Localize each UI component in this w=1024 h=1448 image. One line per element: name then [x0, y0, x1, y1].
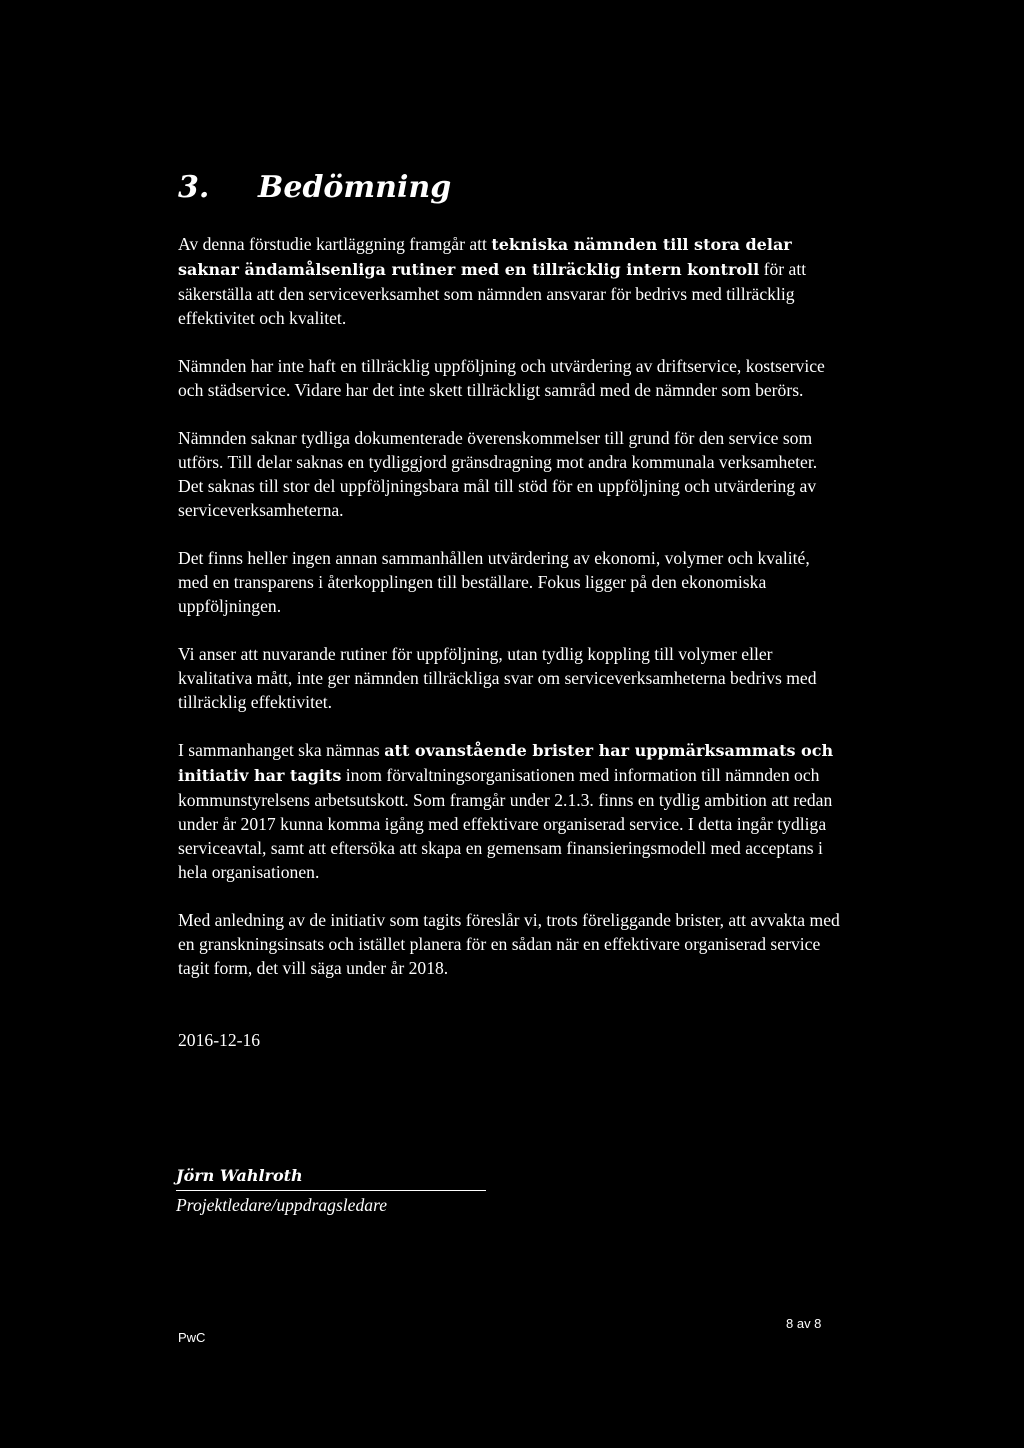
- paragraph-text: Vi anser att nuvarande rutiner för uppföljning, utan tydlig koppling till volymer eller kvalitativa mått, inte ger nämnden tillräckliga svar om serviceverksamheterna bedrivs med tillräcklig effektivitet.: [178, 644, 817, 712]
- paragraph-text: inom förvaltningsorganisationen med information till nämnden och kommunstyrelsens arbetsutskott. Som framgår under 2.1.3. finns en tydlig ambition att redan under år 2017 kunna komma igång med effektivare organiserad service. I detta ingår tydliga serviceavtal, samt att eftersöka att skapa en gemensam finansieringsmodell med acceptans i hela organisationen.: [178, 765, 833, 882]
- paragraph-text: Nämnden saknar tydliga dokumenterade överenskommelser till grund för den service som utförs. Till delar saknas en tydliggjord gränsdragning mot andra kommunala verksamheter. Det saknas till stor del uppföljningsbara mål till stöd för en uppföljning och utvärdering av serviceverksamheterna.: [178, 428, 818, 520]
- body-paragraph: [178, 642, 842, 714]
- body-paragraph: [178, 426, 842, 522]
- footer-brand: PwC: [178, 1330, 206, 1345]
- emphasized-text: tekniska nämnden till stora delar saknar ändamålsenliga rutiner med en tillräcklig intern kontroll: [178, 235, 792, 279]
- section-heading: [178, 170, 451, 205]
- emphasized-text: att ovanstående brister har uppmärksammats och initiativ har tagits: [178, 741, 834, 785]
- assessment-body: [178, 232, 842, 1004]
- report-date: 2016-12-16: [178, 1030, 261, 1050]
- paragraph-text: Av denna förstudie kartläggning framgår att: [178, 234, 492, 254]
- paragraph-text: Med anledning av de initiativ som tagits föreslår vi, trots föreliggande brister, att avvakta med en granskningsinsats och istället planera för en sådan när en effektivare organiserad service tagit form, det vill säga under år 2018.: [178, 910, 840, 978]
- body-paragraph: [178, 738, 842, 884]
- paragraph-text: Det finns heller ingen annan sammanhållen utvärdering av ekonomi, volymer och kvalité, med en transparens i återkopplingen till beställare. Fokus ligger på den ekonomiska uppföljningen.: [178, 548, 810, 616]
- paragraph-text: I sammanhanget ska nämnas: [178, 740, 385, 760]
- page-number: 8 av 8: [786, 1316, 822, 1331]
- body-paragraph: [178, 354, 842, 402]
- signer-role: Projektledare/uppdragsledare: [176, 1195, 388, 1215]
- body-paragraph: [178, 232, 842, 330]
- paragraph-text: för att säkerställa att den serviceverksamhet som nämnden ansvarar för bedrivs med tillräcklig effektivitet och kvalitet.: [178, 259, 807, 328]
- body-paragraph: [178, 908, 842, 980]
- signature-block: [176, 1164, 486, 1219]
- paragraph-text: Nämnden har inte haft en tillräcklig uppföljning och utvärdering av driftservice, kostservice och städservice. Vidare har det inte skett tillräckligt samråd med de nämnder som berörs.: [178, 356, 825, 400]
- section-number: 3.: [178, 170, 210, 205]
- section-title: Bedömning: [258, 170, 452, 205]
- body-paragraph: [178, 546, 842, 618]
- signer-name: Jörn Wahlroth: [176, 1164, 486, 1191]
